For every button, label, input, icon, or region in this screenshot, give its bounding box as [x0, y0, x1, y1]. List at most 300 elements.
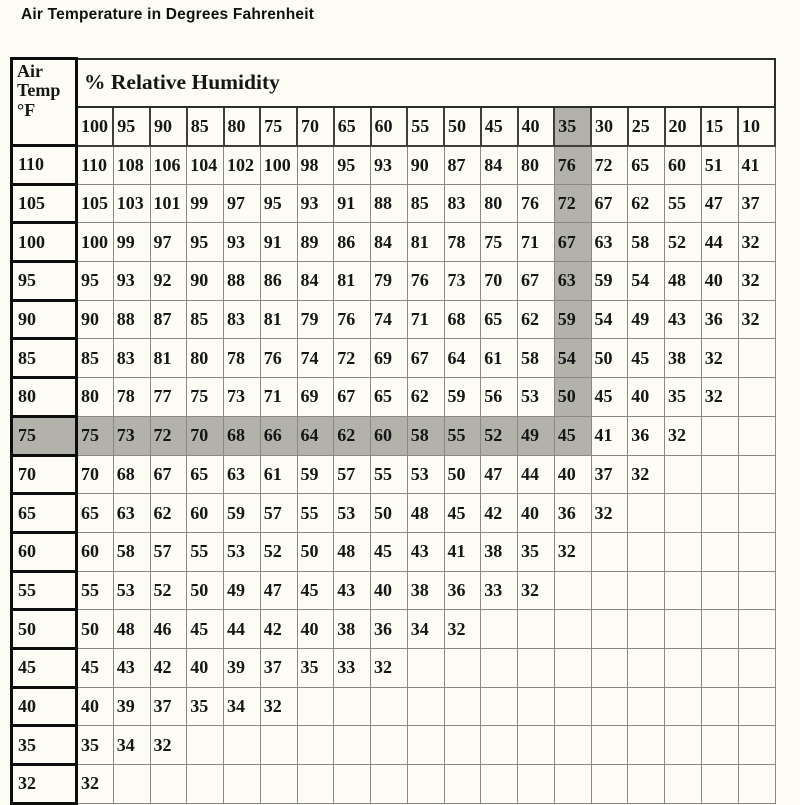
table-row [12, 455, 776, 494]
table-cell: 48 [113, 610, 150, 649]
row-header-temp: 60 [12, 532, 77, 571]
table-cell: 99 [113, 223, 150, 262]
table-cell [665, 494, 702, 533]
table-cell: 35 [77, 726, 114, 765]
table-cell: 36 [701, 300, 738, 339]
table-cell: 68 [224, 416, 261, 455]
table-cell [481, 610, 518, 649]
table-cell: 59 [297, 455, 334, 494]
table-cell: 40 [371, 571, 408, 610]
table-cell: 58 [113, 532, 150, 571]
table-row [12, 765, 776, 804]
table-cell: 90 [187, 262, 224, 301]
column-header: 80 [224, 107, 261, 146]
table-cell: 80 [518, 146, 555, 185]
table-cell: 90 [407, 146, 444, 185]
table-cell: 93 [297, 184, 334, 223]
table-cell: 35 [665, 378, 702, 417]
table-cell: 57 [334, 455, 371, 494]
table-cell: 52 [481, 416, 518, 455]
table-cell [224, 726, 261, 765]
table-cell: 73 [113, 416, 150, 455]
table-cell: 36 [444, 571, 481, 610]
table-cell: 40 [297, 610, 334, 649]
table-cell: 40 [187, 648, 224, 687]
table-cell: 71 [260, 378, 297, 417]
table-cell [371, 726, 408, 765]
table-cell: 47 [481, 455, 518, 494]
table-cell: 76 [260, 339, 297, 378]
table-cell: 32 [591, 494, 628, 533]
table-cell [628, 532, 665, 571]
table-cell: 100 [260, 146, 297, 185]
table-cell [738, 726, 775, 765]
table-cell: 40 [77, 687, 114, 726]
table-cell: 67 [554, 223, 591, 262]
table-cell: 34 [224, 687, 261, 726]
table-cell [554, 726, 591, 765]
page-title: Air Temperature in Degrees Fahrenheit [21, 6, 315, 23]
table-cell [518, 648, 555, 687]
column-header: 70 [297, 107, 334, 146]
table-cell: 76 [407, 262, 444, 301]
table-cell [665, 571, 702, 610]
table-cell: 58 [628, 223, 665, 262]
table-cell [481, 687, 518, 726]
table-cell: 58 [407, 416, 444, 455]
table-cell: 52 [260, 532, 297, 571]
table-cell [701, 765, 738, 804]
table-cell: 60 [665, 146, 702, 185]
table-cell: 93 [224, 223, 261, 262]
table-cell: 95 [260, 184, 297, 223]
table-cell: 55 [665, 184, 702, 223]
table-cell [334, 687, 371, 726]
table-cell: 62 [334, 416, 371, 455]
table-cell: 95 [187, 223, 224, 262]
table-cell: 48 [334, 532, 371, 571]
table-cell [224, 765, 261, 804]
relative-humidity-header: % Relative Humidity [77, 59, 776, 107]
table-cell: 60 [371, 416, 408, 455]
table-cell [518, 726, 555, 765]
table-cell: 98 [297, 146, 334, 185]
row-header-temp: 40 [12, 687, 77, 726]
table-cell: 50 [554, 378, 591, 417]
table-cell [260, 726, 297, 765]
table-cell [628, 610, 665, 649]
table-cell: 80 [187, 339, 224, 378]
table-cell [591, 571, 628, 610]
table-cell: 53 [334, 494, 371, 533]
table-cell: 74 [371, 300, 408, 339]
table-cell: 63 [554, 262, 591, 301]
table-cell [481, 726, 518, 765]
column-header: 85 [187, 107, 224, 146]
table-cell: 50 [77, 610, 114, 649]
table-cell: 32 [738, 223, 775, 262]
table-cell: 69 [371, 339, 408, 378]
table-cell: 43 [334, 571, 371, 610]
table-cell: 43 [665, 300, 702, 339]
table-cell: 59 [591, 262, 628, 301]
table-cell [701, 648, 738, 687]
table-cell [738, 765, 775, 804]
table-cell: 81 [407, 223, 444, 262]
table-cell: 88 [113, 300, 150, 339]
table-cell: 63 [591, 223, 628, 262]
table-cell: 32 [665, 416, 702, 455]
table-cell: 37 [150, 687, 187, 726]
table-cell: 34 [113, 726, 150, 765]
table-cell: 61 [260, 455, 297, 494]
table-cell: 44 [224, 610, 261, 649]
table-cell [665, 610, 702, 649]
table-cell [297, 726, 334, 765]
table-row [12, 648, 776, 687]
table-cell [444, 726, 481, 765]
table-cell: 91 [334, 184, 371, 223]
column-header: 100 [77, 107, 114, 146]
table-cell: 35 [187, 687, 224, 726]
table-cell [297, 765, 334, 804]
table-cell: 38 [665, 339, 702, 378]
table-cell: 77 [150, 378, 187, 417]
table-cell: 65 [77, 494, 114, 533]
table-cell: 59 [444, 378, 481, 417]
table-cell: 64 [297, 416, 334, 455]
table-cell [628, 687, 665, 726]
table-cell: 57 [260, 494, 297, 533]
table-cell: 43 [113, 648, 150, 687]
table-head [12, 59, 776, 146]
table-cell [591, 610, 628, 649]
table-cell: 32 [260, 687, 297, 726]
table-cell [665, 648, 702, 687]
table-cell: 50 [591, 339, 628, 378]
table-cell: 45 [371, 532, 408, 571]
table-cell [150, 765, 187, 804]
table-cell: 110 [77, 146, 114, 185]
table-cell: 103 [113, 184, 150, 223]
table-cell [187, 765, 224, 804]
table-cell: 38 [407, 571, 444, 610]
table-cell [665, 687, 702, 726]
table-cell: 97 [224, 184, 261, 223]
table-row [12, 610, 776, 649]
table-cell: 51 [701, 146, 738, 185]
table-cell [738, 494, 775, 533]
table-cell: 72 [334, 339, 371, 378]
table-cell: 65 [481, 300, 518, 339]
table-cell: 54 [591, 300, 628, 339]
table-cell: 44 [518, 455, 555, 494]
table-cell [591, 532, 628, 571]
table-cell: 63 [224, 455, 261, 494]
table-cell: 63 [113, 494, 150, 533]
table-cell [628, 726, 665, 765]
table-cell: 38 [334, 610, 371, 649]
table-cell: 42 [481, 494, 518, 533]
table-cell: 87 [150, 300, 187, 339]
table-cell: 59 [224, 494, 261, 533]
table-cell [113, 765, 150, 804]
table-cell [628, 765, 665, 804]
table-cell: 89 [297, 223, 334, 262]
corner-header-air-temp [12, 59, 77, 146]
table-cell [407, 648, 444, 687]
table-cell: 60 [187, 494, 224, 533]
table-cell [701, 494, 738, 533]
table-cell: 90 [77, 300, 114, 339]
table-row [12, 726, 776, 765]
table-cell: 37 [738, 184, 775, 223]
table-cell [407, 726, 444, 765]
table-cell: 86 [334, 223, 371, 262]
table-cell: 91 [260, 223, 297, 262]
row-header-temp: 32 [12, 765, 77, 804]
table-cell: 41 [738, 146, 775, 185]
table-cell: 38 [481, 532, 518, 571]
column-header: 95 [113, 107, 150, 146]
table-cell: 79 [371, 262, 408, 301]
table-row [12, 184, 776, 223]
table-cell [665, 726, 702, 765]
table-cell: 53 [113, 571, 150, 610]
row-header-temp: 105 [12, 184, 77, 223]
table-cell: 53 [224, 532, 261, 571]
table-cell: 36 [628, 416, 665, 455]
table-cell: 54 [554, 339, 591, 378]
table-cell [738, 571, 775, 610]
table-cell [591, 726, 628, 765]
table-cell: 39 [113, 687, 150, 726]
table-cell [591, 687, 628, 726]
table-cell: 87 [444, 146, 481, 185]
table-cell: 70 [187, 416, 224, 455]
table-cell: 55 [444, 416, 481, 455]
table-cell: 95 [334, 146, 371, 185]
column-header: 45 [481, 107, 518, 146]
table-cell: 88 [224, 262, 261, 301]
table-cell [701, 571, 738, 610]
table-cell: 53 [518, 378, 555, 417]
table-cell: 42 [150, 648, 187, 687]
table-cell: 81 [334, 262, 371, 301]
table-cell [701, 610, 738, 649]
table-cell: 40 [628, 378, 665, 417]
table-cell: 88 [371, 184, 408, 223]
table-cell: 85 [77, 339, 114, 378]
table-cell: 85 [407, 184, 444, 223]
table-cell: 32 [738, 262, 775, 301]
table-cell: 59 [554, 300, 591, 339]
table-body [12, 146, 776, 804]
row-header-temp: 80 [12, 378, 77, 417]
table-cell: 54 [628, 262, 665, 301]
table-cell: 49 [628, 300, 665, 339]
table-cell: 32 [701, 339, 738, 378]
table-row [12, 687, 776, 726]
table-cell: 45 [591, 378, 628, 417]
table-cell: 36 [371, 610, 408, 649]
table-cell: 45 [77, 648, 114, 687]
row-header-temp: 90 [12, 300, 77, 339]
table-cell: 55 [297, 494, 334, 533]
table-cell: 93 [113, 262, 150, 301]
table-cell: 75 [187, 378, 224, 417]
table-row [12, 146, 776, 185]
table-cell: 52 [150, 571, 187, 610]
table-cell: 50 [444, 455, 481, 494]
column-header: 15 [701, 107, 738, 146]
table-row [12, 223, 776, 262]
table-cell: 32 [554, 532, 591, 571]
column-header: 90 [150, 107, 187, 146]
table-cell [701, 416, 738, 455]
table-cell: 45 [628, 339, 665, 378]
row-header-temp: 50 [12, 610, 77, 649]
table-cell [518, 687, 555, 726]
table-cell [628, 571, 665, 610]
column-header: 35 [554, 107, 591, 146]
table-cell: 37 [591, 455, 628, 494]
row-header-temp: 65 [12, 494, 77, 533]
table-cell: 70 [481, 262, 518, 301]
table-cell: 85 [187, 300, 224, 339]
table-cell: 73 [444, 262, 481, 301]
table-cell: 67 [591, 184, 628, 223]
column-header: 20 [665, 107, 702, 146]
table-cell: 33 [334, 648, 371, 687]
table-cell: 48 [407, 494, 444, 533]
table-cell: 42 [260, 610, 297, 649]
table-cell: 93 [371, 146, 408, 185]
column-header: 65 [334, 107, 371, 146]
column-header: 55 [407, 107, 444, 146]
table-cell: 86 [260, 262, 297, 301]
table-cell [701, 532, 738, 571]
table-cell: 83 [224, 300, 261, 339]
table-cell: 45 [444, 494, 481, 533]
table-cell [481, 648, 518, 687]
table-cell: 55 [77, 571, 114, 610]
column-header: 10 [738, 107, 775, 146]
table-cell [628, 494, 665, 533]
table-cell [701, 455, 738, 494]
table-row [12, 339, 776, 378]
table-cell: 84 [481, 146, 518, 185]
table-cell: 40 [554, 455, 591, 494]
table-cell: 76 [554, 146, 591, 185]
table-cell: 67 [518, 262, 555, 301]
column-header-row [12, 107, 776, 146]
table-cell: 32 [371, 648, 408, 687]
table-cell: 60 [77, 532, 114, 571]
table-cell [260, 765, 297, 804]
table-cell [407, 687, 444, 726]
table-cell: 39 [224, 648, 261, 687]
table-cell [518, 765, 555, 804]
table-row [12, 571, 776, 610]
table-cell: 32 [628, 455, 665, 494]
table-cell: 49 [518, 416, 555, 455]
table-cell [738, 378, 775, 417]
table-cell: 92 [150, 262, 187, 301]
table-cell: 40 [701, 262, 738, 301]
humidity-table [10, 57, 776, 805]
table-cell [444, 765, 481, 804]
table-cell: 62 [150, 494, 187, 533]
table-cell [591, 648, 628, 687]
table-cell: 45 [187, 610, 224, 649]
table-cell [371, 687, 408, 726]
table-cell: 71 [407, 300, 444, 339]
table-cell: 80 [77, 378, 114, 417]
table-cell: 84 [297, 262, 334, 301]
table-cell: 43 [407, 532, 444, 571]
table-cell: 33 [481, 571, 518, 610]
table-cell: 45 [297, 571, 334, 610]
table-cell: 70 [77, 455, 114, 494]
table-row [12, 494, 776, 533]
table-cell [297, 687, 334, 726]
table-cell: 32 [738, 300, 775, 339]
table-cell [738, 687, 775, 726]
table-cell: 32 [444, 610, 481, 649]
table-cell: 99 [187, 184, 224, 223]
table-cell: 44 [701, 223, 738, 262]
table-cell: 32 [150, 726, 187, 765]
table-row [12, 378, 776, 417]
table-cell: 35 [297, 648, 334, 687]
table-cell: 45 [554, 416, 591, 455]
table-cell: 53 [407, 455, 444, 494]
table-cell: 75 [77, 416, 114, 455]
table-cell: 100 [77, 223, 114, 262]
table-cell: 46 [150, 610, 187, 649]
table-cell: 69 [297, 378, 334, 417]
table-cell [334, 765, 371, 804]
row-header-temp: 100 [12, 223, 77, 262]
table-cell [554, 765, 591, 804]
table-cell: 95 [77, 262, 114, 301]
table-cell: 72 [150, 416, 187, 455]
table-cell: 78 [224, 339, 261, 378]
table-cell: 102 [224, 146, 261, 185]
table-cell: 65 [628, 146, 665, 185]
table-cell: 47 [260, 571, 297, 610]
table-cell: 68 [444, 300, 481, 339]
table-cell [665, 765, 702, 804]
table-cell [554, 571, 591, 610]
column-header: 40 [518, 107, 555, 146]
table-cell [554, 687, 591, 726]
table-cell: 106 [150, 146, 187, 185]
table-cell: 81 [260, 300, 297, 339]
column-header: 50 [444, 107, 481, 146]
table-cell [407, 765, 444, 804]
table-cell: 61 [481, 339, 518, 378]
table-cell: 66 [260, 416, 297, 455]
table-cell: 76 [518, 184, 555, 223]
table-cell [481, 765, 518, 804]
table-cell: 71 [518, 223, 555, 262]
corner-header-line: °F [17, 99, 36, 120]
table-cell: 78 [113, 378, 150, 417]
column-header: 60 [371, 107, 408, 146]
table-cell: 32 [77, 765, 114, 804]
